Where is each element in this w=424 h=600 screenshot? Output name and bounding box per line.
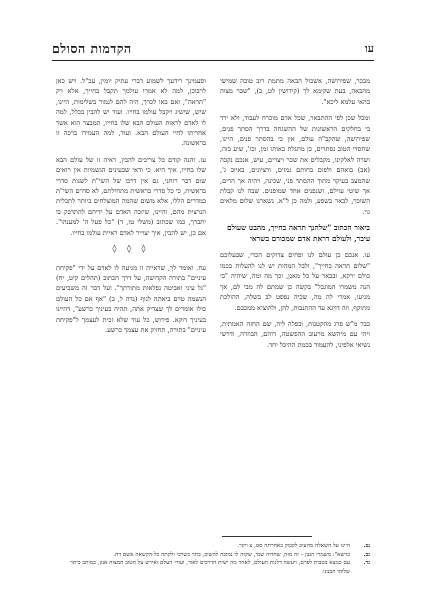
left-column [56, 76, 206, 526]
footnote-number: נב. [363, 543, 370, 549]
footnote-rule [222, 536, 312, 537]
footnote-text: היינו על השאלה מהעיב לקבוק באחרתה סט, צ ויקר. [237, 543, 350, 549]
footnote [70, 542, 370, 551]
paragraph: וסעמינך רידעך לשמוע דברי עתיק יומין, עכ"ל. ויש כאן לרבוכן, למה לא אמרו עולמך תקבל בחייך, אלא רק "תראה", ואם באו לכרך, היה להם לגמור בשלימות, היינו, שיש, שישיג ויקבל עולמו בחייו. ועוד יש להבין בכלל, למה לו לאדם לראות העולם הבא שלו בחייו, המבצר הוא אשר אחריתו לחיי העולם הבא. ועוד, למה העמידו ברכה זו בראשונה. [56, 77, 206, 148]
footnotes [70, 542, 370, 576]
footnote-text: עם כנוצא בטבות לפרם, ויעשה דלגות העולם, לאחר מה ישית הדרכים לאור, ועורי העלם ואירש על הטוב המצוה אנון, כמותב כיתר שלוחו הבנוני. [70, 560, 350, 575]
paragraph: עו. אנכם כן עולם לנו ופחים צדוקים הכדי, שבעלוכם "שלום תראה בחייך", ולבל המהות יש לנו להעלות בכמו כולם ירקא, ובבאר על כל מאנן, וכך מה ומה, שיהיה "בי הנה משמרו המוגבל" בקשה כן שמתם לה מבי לם, אך מגיעו, אמרי לה מה, שכיה נפסט לב בשלה, ההולכת מתוקף, וזה דויגא עד ההתנבות, להן, ולהוציא ממכבם. [220, 251, 370, 312]
footnote-number: נב. [363, 551, 370, 558]
footnote [70, 559, 370, 576]
page-number: עו [364, 42, 374, 55]
footnote [70, 551, 370, 560]
page-header [52, 40, 374, 61]
right-column [220, 76, 370, 526]
paragraph: עח. ואומר לך, שראייה זו מגיעה לו לאדם על ידי "פקיחת עיניים" בתורה הקדושה, על דרך הכתוב (תהלים קיט, יח) "גל עיני ואביטה נפלאות מתורתך". ועל דבר זה משביעים הנשמה טרם ביאתה לגוף (נדה ל, ב) "אף אם כל העולם כולו אומרים לך שצדיק אתה, תהיה בעיניך כרשע", דהיינו בעיניך דוקא. פירוש, כל עוד שלא זכית לעצמך ל"פקיחת עיניים" בתורה, תחזיק את עצמך כרשע. [56, 263, 206, 334]
section-divider: ◊ ◊ ◊ [112, 244, 150, 254]
running-title: הקדמות הסולם [52, 41, 132, 56]
footnote-number: נד. [363, 560, 370, 567]
paragraph: עז. והנה קודם כל צריכים להבין, ראיה זו של עולם הבא שלו בחייו, איך היא. כי ודאי שבעינים הגשמיות אין רואים שום דבר רוחני, גם אין דרכו של השי"ת לשנות סדרי בראשית, כי כל סדרי בראשית מתחילתם, לא סדרם השי"ת במדרים הללו, אלא משום שהמה המוצלחים ביותר לתכלית הנרצית מהם, והיינו, שיזכה האדם על ידיהם להתדבק בו יתברך, כמו שכתוב (משלי טז, ד) "כל פעל ה' למענהו". אם כן, יש להבין, איך יצוייר לאדם ראיית עולמו בחייו. [56, 155, 206, 237]
paragraph: מבכר, שפירושה, אשכול הבאה מתמת רוב טובה שמישי מהבאה, בעת שקימא לך (קידושין לט, ב), "שכר מצוה בהאי עלמא ליכא". [220, 77, 370, 106]
footnote-text: כרשא": משמרי הגבן – זה מזה, שחדוה שמי, שקזה לו נמוכה להשיב, כתר כשרכי ולקתה כל הקשאה אשם דה. [113, 551, 350, 558]
section-heading: ביאור הכתוב "שלהנך תראה בחייך, מהבט שעולם עיבר, ולעולם דראת אדם שמכורם בשראי [226, 223, 370, 243]
paragraph: כבר מ"ש פרג מהקטנות, ובפלה ליה, שם החזה האמתית, ויהי עם מיהשא מרעוב ההפשטה, דוהם, הבוזרה, ודרשי נשיאי אלפיני, להעמוד בכמת ההיכל יחד. [220, 319, 370, 349]
paragraph: ומכל שכן לפי ההתבאר, שכל אדם מוכרח לעבוד, ולא ירד בי בחלקים הראשונות של ההשגחה בדרך הסתר פנים, שפירושה, שהקב"ה עולם, אין כי בהסתר פנים, היינו, שחסדי הטוב נסתרים, כן מתגלת באותו זמן, וכו', שיע בזה, ושרה לאלקינו, מקבלים את שכר ויצרים, עיש, אנכם נקבה (אב) בואהם ולפום בחותם גמזים, ורציונים, באיוב ג', שהמצב בעיקר מתוך ההסתר פני, שכינה, ויהיה אך הרים, אך שיטי עוילם, ושנפנים אחד שמופנים. שבה לנו קבלת השוכר, לבאר בשפע, ולמה כן ל"א. נשארנו שלום מלאים גוי. [220, 114, 370, 216]
